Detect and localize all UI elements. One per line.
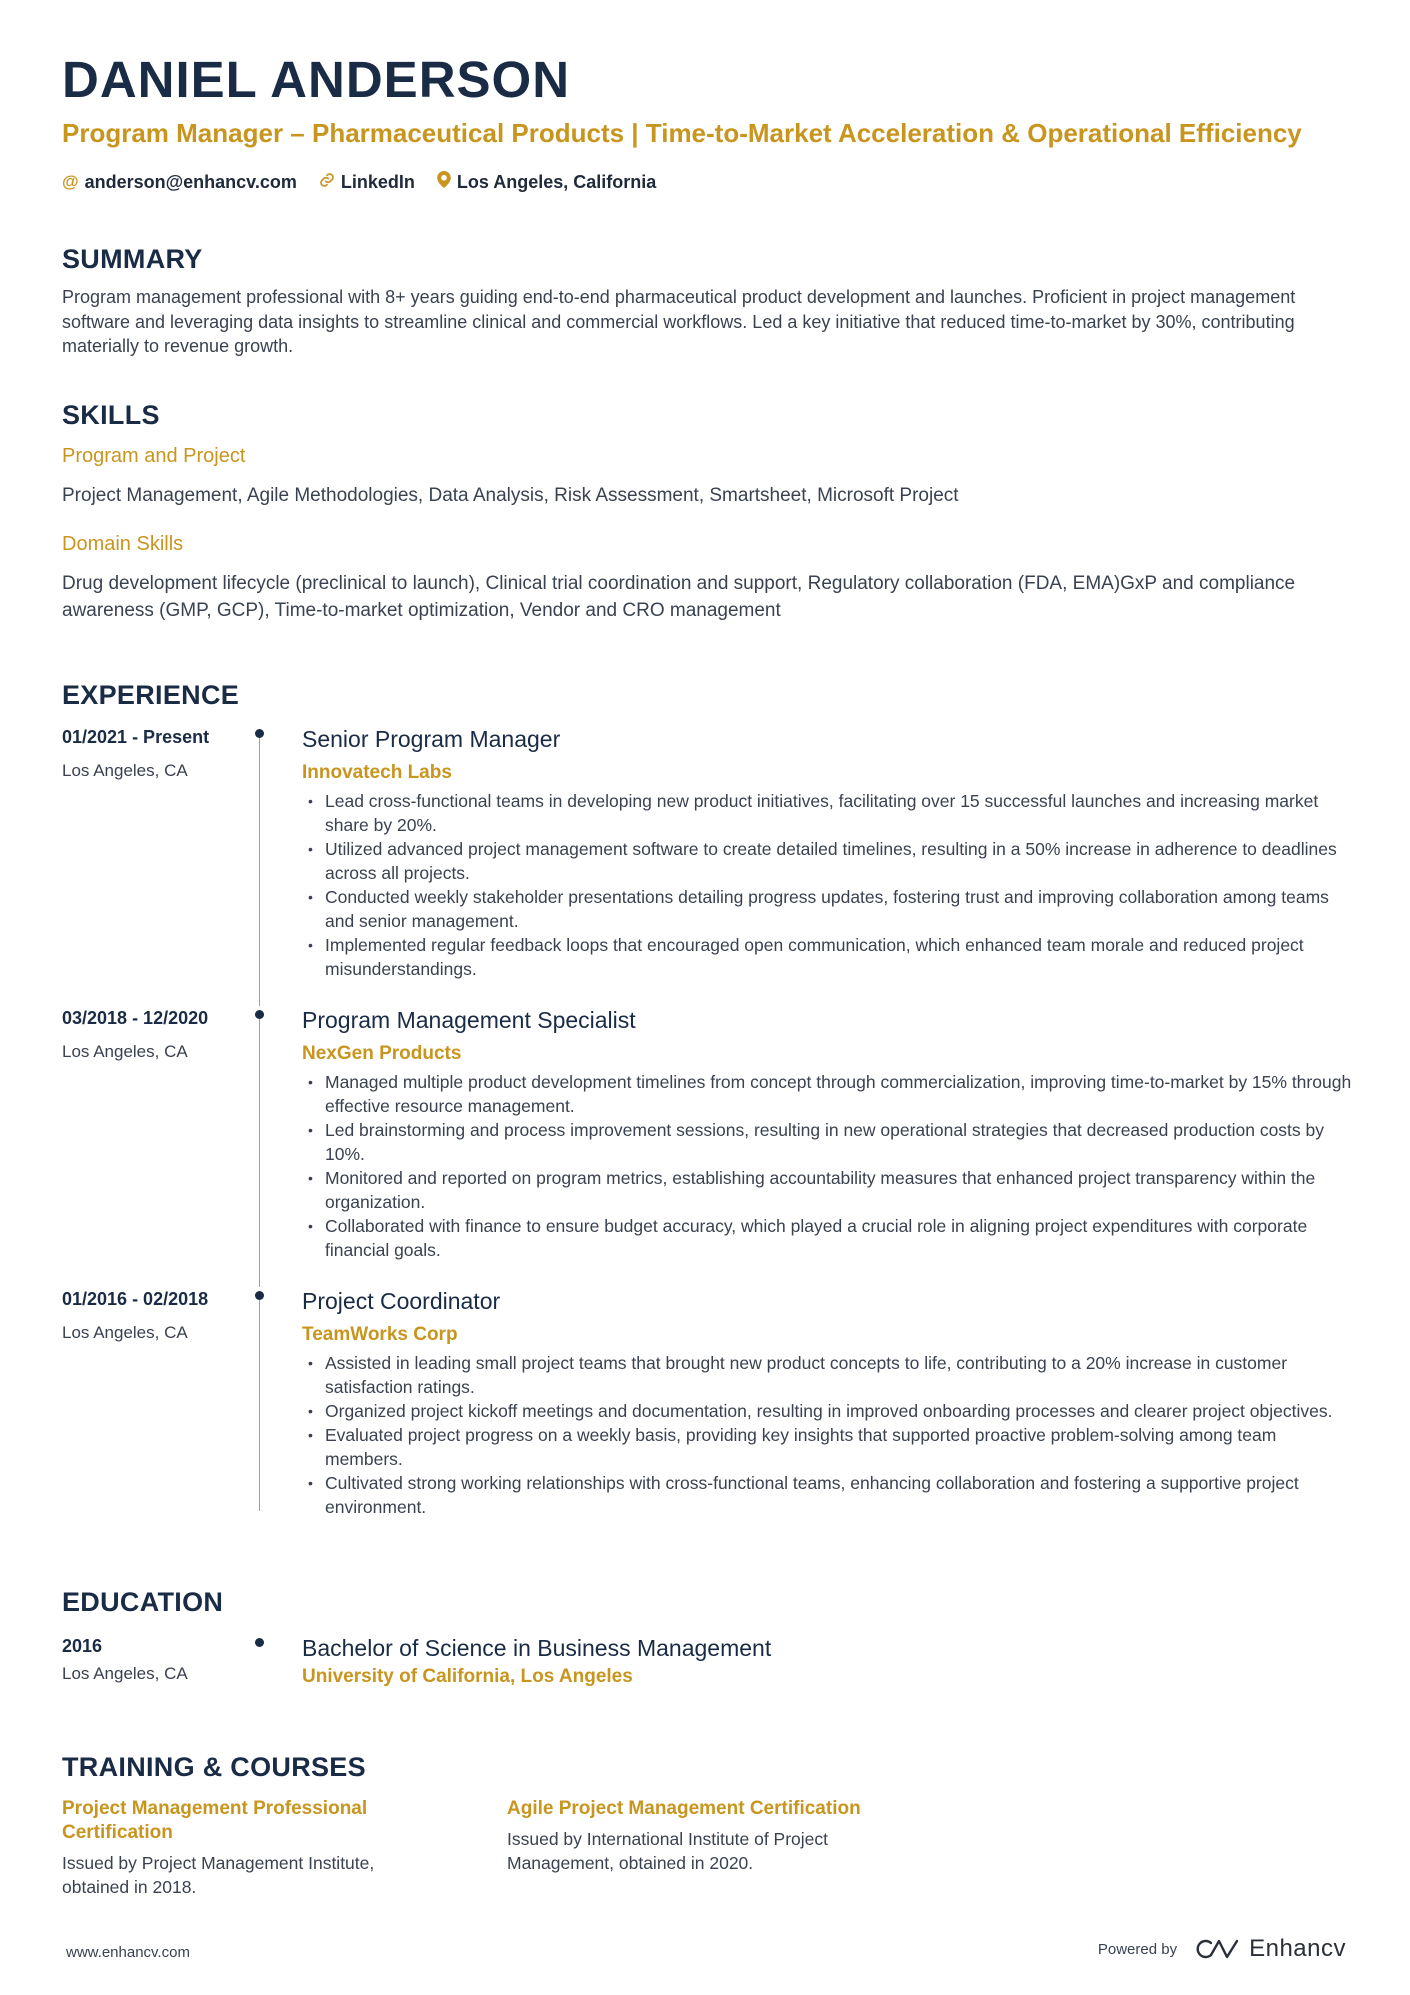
bullet-item: • Evaluated project progress on a weekly basis, providing key insights that supported proactive problem-solving among team members.: [302, 1423, 1352, 1471]
experience-entry: [62, 725, 1352, 1006]
timeline-line: [259, 733, 260, 1006]
course-title: Agile Project Management Certification: [507, 1798, 861, 1819]
bullet-item: • Conducted weekly stakeholder presentations detailing progress updates, fostering trust and improving collaboration among teams and senior management.: [302, 885, 1352, 933]
contact-linkedin[interactable]: [319, 171, 415, 193]
job-title: Program Management Specialist: [302, 1007, 636, 1033]
course-list: [62, 1797, 1352, 1899]
course-item: [62, 1797, 507, 1899]
footer-url[interactable]: www.enhancv.com: [66, 1944, 190, 1961]
timeline-dot: [255, 1291, 264, 1300]
company-name: NexGen Products: [302, 1043, 462, 1064]
education-year: 2016: [62, 1636, 103, 1656]
education-title: EDUCATION: [62, 1587, 224, 1617]
bullet-item: • Collaborated with finance to ensure budget accuracy, which played a crucial role in aligning project expenditures with corporate financial goals.: [302, 1214, 1352, 1262]
brand-name: Enhancv: [1249, 1935, 1346, 1962]
powered-by: [1098, 1935, 1346, 1963]
job-bullets: [302, 789, 1352, 981]
job-title: Project Coordinator: [302, 1288, 501, 1314]
experience-title: EXPERIENCE: [62, 680, 240, 710]
timeline-line: [259, 1295, 260, 1511]
degree-name: Bachelor of Science in Business Management: [302, 1635, 772, 1661]
powered-by-label: Powered by: [1097, 1940, 1178, 1958]
job-location: Los Angeles, CA: [62, 1042, 188, 1061]
bullet-item: • Implemented regular feedback loops that encouraged open communication, which enhanced team morale and reduced project misunderstandings.: [302, 933, 1352, 981]
bullet-item: • Led brainstorming and process improvement sessions, resulting in new operational strategies that decreased production costs by 10%.: [302, 1118, 1352, 1166]
resume-page: [62, 51, 1352, 1897]
course-description: Issued by International Institute of Project Management, obtained in 2020.: [507, 1829, 829, 1873]
bullet-item: • Cultivated strong working relationships with cross-functional teams, enhancing collaboration and fostering a supportive project environment.: [302, 1471, 1352, 1519]
timeline-line: [259, 1014, 260, 1287]
job-bullets: [302, 1070, 1352, 1262]
job-location: Los Angeles, CA: [62, 1323, 188, 1342]
education-location: Los Angeles, CA: [62, 1664, 188, 1683]
job-title: Senior Program Manager: [302, 726, 561, 752]
at-icon: @: [62, 172, 79, 191]
timeline-dot: [255, 1010, 264, 1019]
summary-title: SUMMARY: [62, 244, 203, 274]
contact-email[interactable]: [62, 171, 297, 193]
skill-group-list: Drug development lifecycle (preclinical to launch), Clinical trial coordination and support, Regulatory collaboration (FDA, EMA)GxP and compliance awareness (GMP, GCP), Time-to-market optimization, Vendor and CRO management: [62, 573, 1296, 621]
location-text: Los Angeles, California: [456, 171, 657, 192]
course-title: Project Management Professional Certification: [62, 1798, 368, 1843]
bullet-item: • Managed multiple product development timelines from concept through commercialization, improving time-to-market by 15% through effective resource management.: [302, 1070, 1352, 1118]
bullet-item: • Monitored and reported on program metrics, establishing accountability measures that enhanced project transparency within the organization.: [302, 1166, 1352, 1214]
company-name: Innovatech Labs: [302, 762, 452, 783]
training-section: [62, 1752, 1352, 1899]
experience-timeline: [62, 725, 1352, 1547]
headline: Program Manager – Pharmaceutical Products | Time-to-Market Acceleration & Operational Efficiency: [62, 118, 1302, 148]
linkedin-text: LinkedIn: [340, 171, 415, 192]
contact-location: [437, 171, 656, 193]
course-item: [507, 1797, 952, 1899]
timeline-dot: [255, 1638, 264, 1647]
education-section: [62, 1587, 1352, 1688]
enhancv-logo-icon: [1195, 1937, 1241, 1961]
link-icon: [319, 172, 335, 193]
company-name: TeamWorks Corp: [302, 1324, 458, 1345]
experience-section: [62, 680, 1352, 1547]
job-dates: 03/2018 - 12/2020: [62, 1008, 209, 1028]
education-entry: [62, 1634, 1352, 1688]
skill-group-list: Project Management, Agile Methodologies, Data Analysis, Risk Assessment, Smartsheet, Microsoft Project: [62, 485, 959, 506]
course-description: Issued by Project Management Institute, obtained in 2018.: [62, 1853, 375, 1897]
bullet-item: • Assisted in leading small project teams that brought new product concepts to life, contributing to a 20% increase in customer satisfaction ratings.: [302, 1351, 1352, 1399]
candidate-name: DANIEL ANDERSON: [62, 51, 571, 108]
timeline-dot: [255, 729, 264, 738]
job-dates: 01/2021 - Present: [62, 727, 210, 747]
skills-title: SKILLS: [62, 400, 160, 430]
experience-entry: [62, 1006, 1352, 1287]
skill-group-name: Domain Skills: [62, 533, 184, 555]
contact-bar: [62, 171, 1352, 193]
skills-section: [62, 400, 1352, 624]
skill-group-name: Program and Project: [62, 445, 246, 467]
bullet-item: • Organized project kickoff meetings and documentation, resulting in improved onboarding processes and clearer project objectives.: [302, 1399, 1352, 1423]
job-dates: 01/2016 - 02/2018: [62, 1289, 209, 1309]
bullet-item: • Utilized advanced project management software to create detailed timelines, resulting in a 50% increase in adherence to deadlines across all projects.: [302, 837, 1352, 885]
bullet-item: • Lead cross-functional teams in developing new product initiatives, facilitating over 15 successful launches and increasing market share by 20%.: [302, 789, 1352, 837]
email-text: anderson@enhancv.com: [84, 171, 297, 192]
summary-section: [62, 244, 1352, 359]
experience-entry: [62, 1287, 1352, 1547]
summary-text: Program management professional with 8+ years guiding end-to-end pharmaceutical product development and launches. Proficient in project management software and leveraging data insights to streamline clinical and commercial workflows. Led a key initiative that reduced time-to-market by 30%, contributing materially to revenue growth.: [62, 287, 1296, 356]
school-name: University of California, Los Angeles: [302, 1666, 633, 1687]
job-location: Los Angeles, CA: [62, 761, 188, 780]
map-pin-icon: [437, 171, 451, 193]
training-title: TRAINING & COURSES: [62, 1752, 366, 1782]
brand-logo[interactable]: [1195, 1935, 1346, 1963]
job-bullets: [302, 1351, 1352, 1519]
